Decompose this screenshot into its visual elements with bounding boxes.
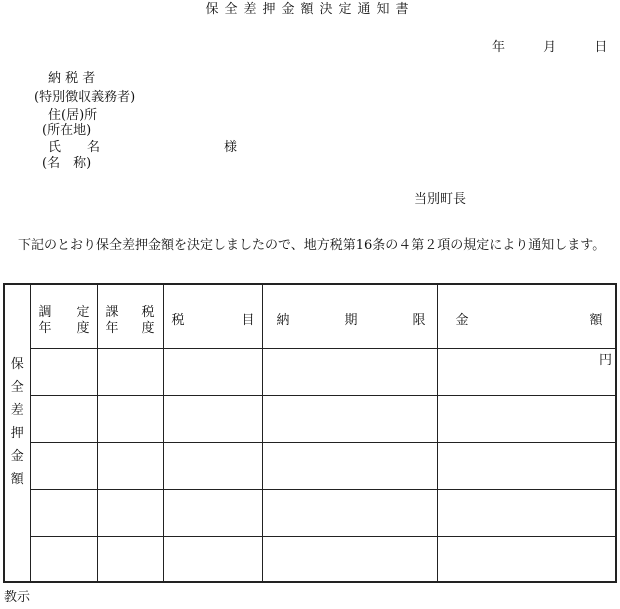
table-cell (30, 442, 97, 489)
header-tax-item (163, 284, 262, 348)
appeal-notice-label: 教示 (4, 590, 31, 605)
header-char: 税 (141, 305, 155, 320)
table-cell (30, 489, 97, 536)
table-cell (97, 395, 163, 442)
header-char: 度 (76, 321, 90, 336)
table-cell (163, 395, 262, 442)
address-label: 住(居)所 (48, 108, 98, 123)
header-char: 金 (455, 313, 469, 328)
table-cell (163, 442, 262, 489)
seizure-amount-table (3, 283, 617, 583)
table-row (4, 489, 616, 536)
header-amount (437, 284, 616, 348)
table-cell (437, 395, 616, 442)
table-cell (437, 536, 616, 582)
side-char: 押 (10, 426, 24, 441)
special-collector-label: (特別徴収義務者) (34, 90, 136, 105)
header-char: 定 (76, 305, 90, 320)
date-year-label: 年 (492, 40, 506, 55)
table-cell (30, 536, 97, 582)
table-row (4, 348, 616, 395)
issue-date (492, 40, 607, 56)
table-cell (262, 536, 437, 582)
header-assessment-year (30, 284, 97, 348)
table-cell (97, 442, 163, 489)
date-day-label: 日 (594, 40, 608, 55)
table-cell (262, 395, 437, 442)
table-cell (437, 442, 616, 489)
table-row (4, 536, 616, 582)
location-label: (所在地) (42, 123, 92, 138)
table-cell (163, 489, 262, 536)
issuer-name: 当別町長 (414, 192, 467, 207)
header-tax-year (97, 284, 163, 348)
header-char: 期 (344, 313, 358, 328)
side-label (4, 284, 30, 582)
table-cell (163, 536, 262, 582)
table-cell (30, 395, 97, 442)
document-title: 保全差押金額決定通知書 (205, 2, 415, 17)
name-label: 氏 名 (48, 140, 101, 155)
side-char: 額 (10, 472, 24, 487)
notice-body: 下記のとおり保全差押金額を決定しましたので、地方税第16条の４第２項の規定により通知します。 (18, 238, 606, 253)
header-char: 度 (141, 321, 155, 336)
honorific: 様 (224, 140, 238, 155)
header-char: 額 (589, 313, 603, 328)
table-cell (30, 348, 97, 395)
table-row (4, 395, 616, 442)
table-cell (437, 489, 616, 536)
table-cell (262, 442, 437, 489)
side-char: 全 (10, 380, 24, 395)
table-cell (163, 348, 262, 395)
header-char: 年 (38, 321, 52, 336)
table-cell (97, 489, 163, 536)
header-char: 納 (276, 313, 290, 328)
header-char: 目 (241, 313, 255, 328)
table-cell (262, 348, 437, 395)
table-cell (97, 536, 163, 582)
date-month-label: 月 (543, 40, 557, 55)
side-char: 差 (10, 403, 24, 418)
table-cell (97, 348, 163, 395)
header-char: 課 (105, 305, 119, 320)
header-char: 税 (171, 313, 185, 328)
table-row (4, 442, 616, 489)
header-char: 限 (412, 313, 426, 328)
taxpayer-label: 納 税 者 (48, 71, 96, 86)
entity-name-label: (名 称) (42, 156, 92, 171)
header-char: 調 (38, 305, 52, 320)
side-char: 保 (10, 357, 24, 372)
side-char: 金 (10, 449, 24, 464)
header-deadline (262, 284, 437, 348)
amount-unit: 円 (437, 348, 616, 395)
header-char: 年 (105, 321, 119, 336)
table-cell (262, 489, 437, 536)
